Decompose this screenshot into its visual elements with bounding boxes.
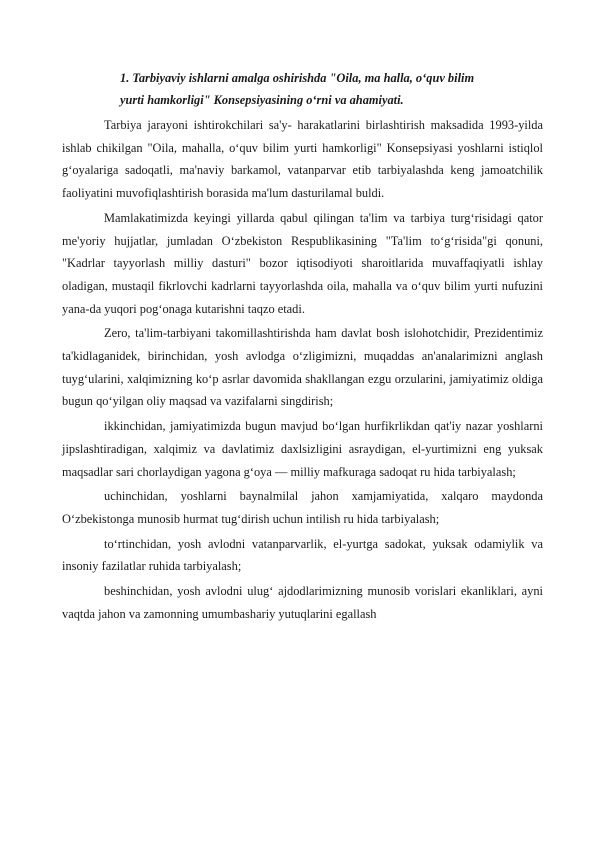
heading-line-1: 1. Tarbiyaviy ishlarni amalga oshirishda "Oila, ma halla, o‘quv bilim <box>120 71 475 85</box>
paragraph-6: to‘rtinchidan, yosh avlodni vatanparvarlik, el-yurtga sadokat, yuksak odamiylik va insoniy fazilatlar ruhida tarbiyalash; <box>62 536 543 574</box>
paragraph-7: beshinchidan, yosh avlodni ulug‘ ajdodlarimizning munosib vorislari ekanliklari, ayni vaqtda jahon va zamonning umumbashariy yutuqlarini egallash <box>62 584 543 621</box>
paragraph-5: uchinchidan, yoshlarni baynalmilal jahon xamjamiyatida, xalqaro maydonda O‘zbekistonga munosib hurmat tug‘dirish uchun intilish ru hida tarbiyalash; <box>62 489 543 526</box>
text-block <box>62 67 543 627</box>
heading-line-2: yurti hamkorligi" Konsepsiyasining o‘rni va ahamiyati. <box>120 93 404 107</box>
paragraph-3: Zero, ta'lim-tarbiyani takomillashtirishda ham davlat bosh islohotchidir, Prezidentimiz ta'kidlaganidek, birinchidan, yosh avlodga o‘zligimizni, muqaddas an'analarimizni anglash tuyg‘ularini, xalqimizning ko‘p asrlar davomida shakllangan ezgu orzularini, jamiyatimiz oldiga bugun qo‘yilgan oliy maqsad va vazifalarni singdirish; <box>62 326 543 409</box>
paragraph-4: ikkinchidan, jamiyatimizda bugun mavjud bo‘lgan hurfikrlikdan qat'iy nazar yoshlarni jipslashtiradigan, xalqimiz va davlatimiz daxlsizligini asraydigan, el-yurtimizni eng yuksak maqsadlar sari chorlaydigan yagona g‘oya — milliy mafkuraga sadoqat ru hida tarbiyalash; <box>62 419 543 479</box>
paragraph-2: Mamlakatimizda keyingi yillarda qabul qilingan ta'lim va tarbiya turg‘risidagi qator me'yoriy hujjatlar, jumladan O‘zbekiston Respublikasining "Ta'lim to‘g‘risida"gi qonuni, "Kadrlar tayyorlash milliy dasturi" bozor iqtisodiyoti sharoitlarida muvaffaqiyatli ishlay oladigan, mustaqil fikrlovchi kadrlarni tayyorlashda oila, mahalla va o‘quv bilim yurti nufuzini yana-da yuqori pog‘onaga kutarishni taqzo etadi. <box>62 210 543 316</box>
section-heading <box>62 67 543 111</box>
paragraph-1: Tarbiya jarayoni ishtirokchilari sa'y- harakatlarini birlashtirish maksadida 1993-yilda ishlab chikilgan "Oila, mahalla, o‘quv bilim yurti hamkorligi" Konsepsiyasi yoshlarni istiqlol g‘oyalariga sadoqatli, ma'naviy barkamol, vatanparvar etib tarbiyalashda keng jamoatchilik faoliyatini muvofiqlashtirish borasida ma'lum dasturilamal buldi. <box>62 118 543 201</box>
